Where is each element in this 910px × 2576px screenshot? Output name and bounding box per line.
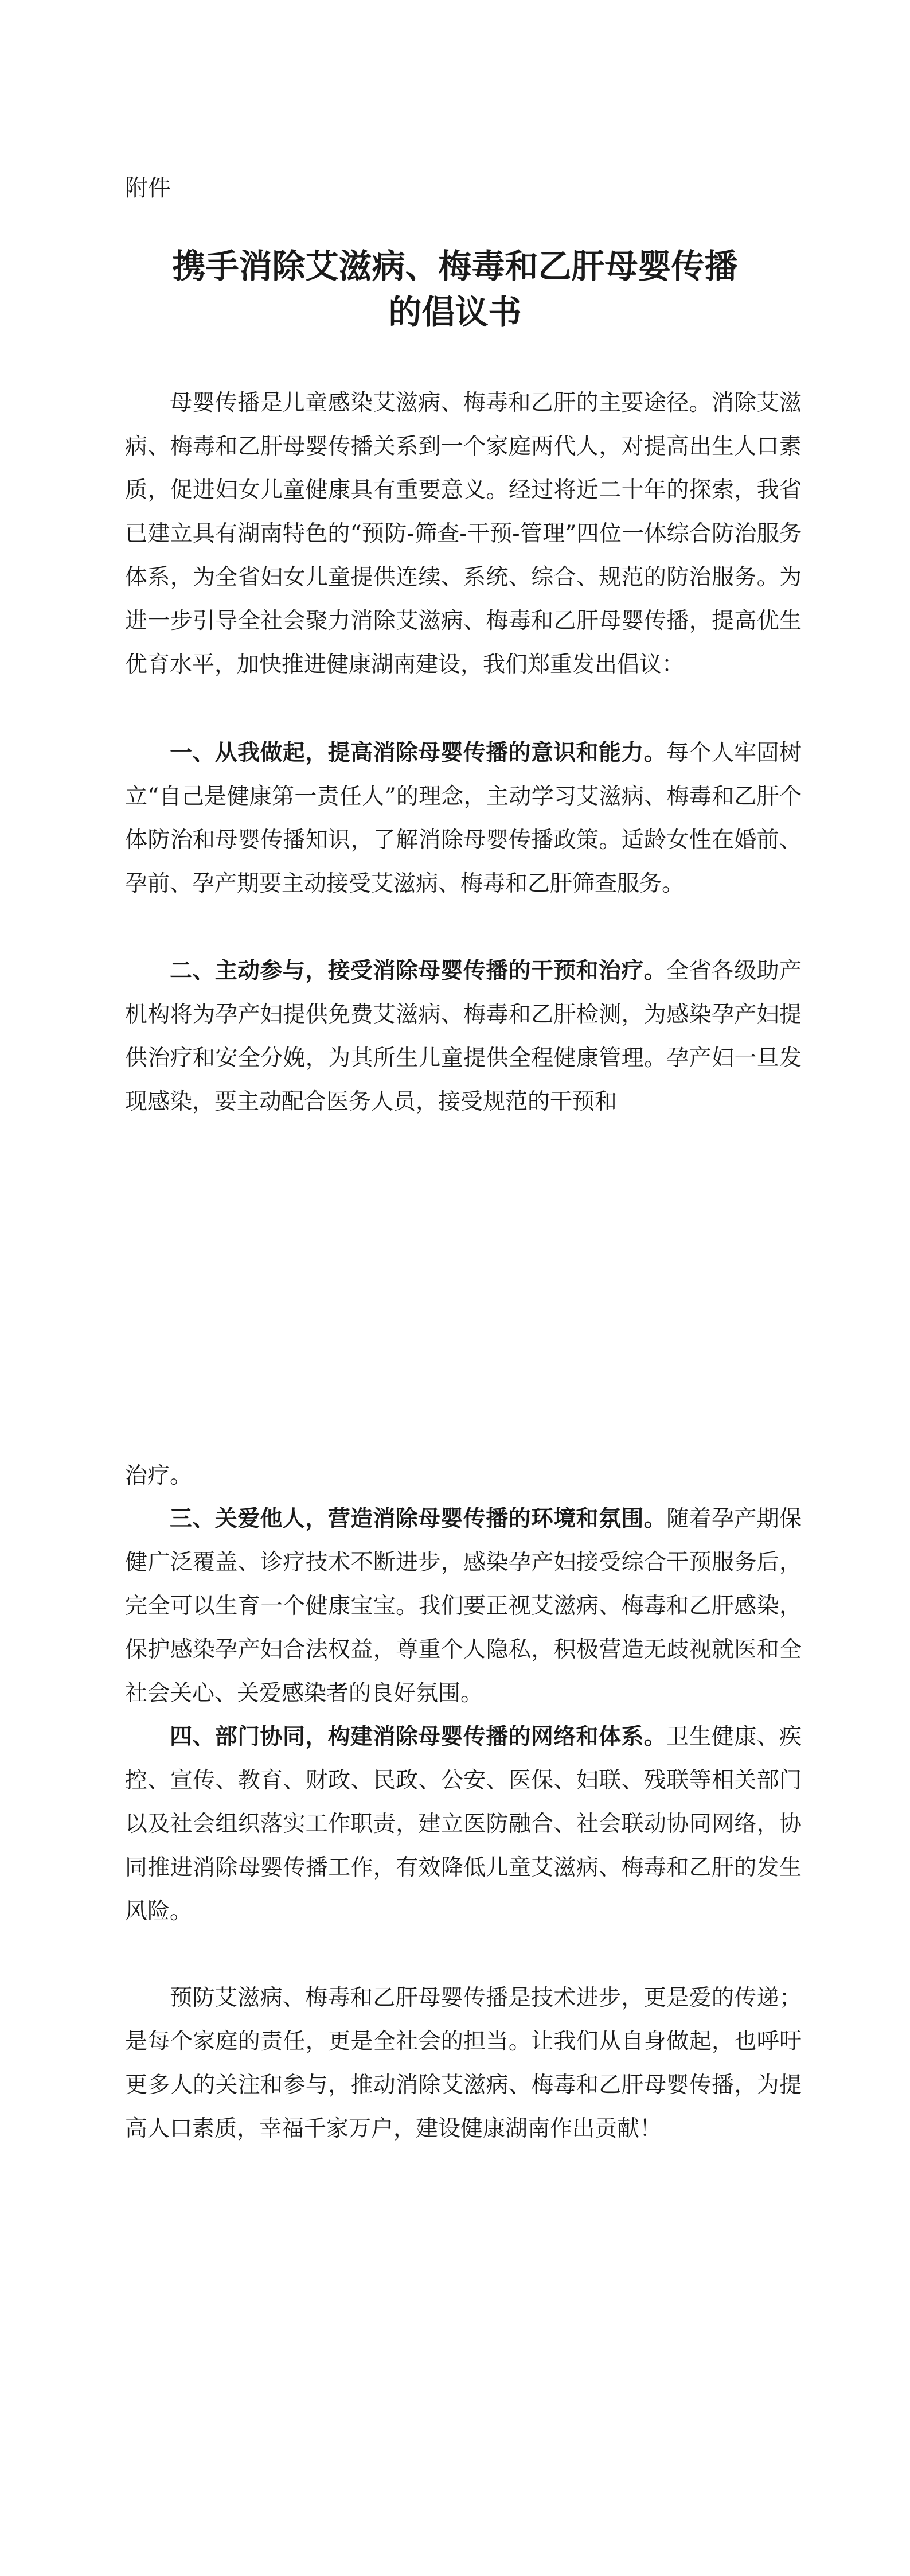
proposal-item-1-body: 每个人牢固树立“自己是健康第一责任人”的理念，主动学习艾滋病、梅毒和乙肝个体防治和母婴传播知识，了解消除母婴传播政策。适龄女性在婚前、孕前、孕产期要主动接受艾滋病、梅毒和乙肝筛查服务。 bbox=[125, 740, 802, 897]
proposal-item-3-heading: 三、关爱他人，营造消除母婴传播的环境和氛围。 bbox=[170, 1506, 667, 1532]
proposal-item-2-heading: 二、主动参与，接受消除母婴传播的干预和治疗。 bbox=[170, 958, 667, 984]
attachment-label: 附件 bbox=[125, 175, 171, 201]
proposal-item-4-heading: 四、部门协同，构建消除母婴传播的网络和体系。 bbox=[170, 1724, 667, 1750]
proposal-item-3 bbox=[125, 1497, 802, 1715]
proposal-item-1 bbox=[125, 731, 802, 906]
document-title-line-1: 携手消除艾滋病、梅毒和乙肝母婴传播 bbox=[172, 247, 738, 286]
proposal-item-3-body: 随着孕产期保健广泛覆盖、诊疗技术不断进步，感染孕产妇接受综合干预服务后，完全可以生育一个健康宝宝。我们要正视艾滋病、梅毒和乙肝感染，保护感染孕产妇合法权益，尊重个人隐私，积极营造无歧视就医和全社会关心、关爱感染者的良好氛围。 bbox=[125, 1506, 802, 1706]
document-title-line-2: 的倡议书 bbox=[388, 293, 522, 332]
proposal-item-2-body: 全省各级助产机构将为孕产妇提供免费艾滋病、梅毒和乙肝检测，为感染孕产妇提供治疗和安全分娩，为其所生儿童提供全程健康管理。孕产妇一旦发现感染，要主动配合医务人员，接受规范的干预和 bbox=[125, 958, 802, 1115]
proposal-item-4 bbox=[125, 1715, 802, 1933]
proposal-item-1-heading: 一、从我做起，提高消除母婴传播的意识和能力。 bbox=[170, 740, 667, 766]
proposal-item-4-body: 卫生健康、疾控、宣传、教育、财政、民政、公安、医保、妇联、残联等相关部门以及社会组织落实工作职责，建立医防融合、社会联动协同网络，协同推进消除母婴传播工作，有效降低儿童艾滋病、梅毒和乙肝的发生风险。 bbox=[125, 1724, 802, 1924]
proposal-item-2-continued: 治疗。 bbox=[125, 1463, 193, 1489]
closing-paragraph: 预防艾滋病、梅毒和乙肝母婴传播是技术进步，更是爱的传递；是每个家庭的责任，更是全社会的担当。让我们从自身做起，也呼吁更多人的关注和参与，推动消除艾滋病、梅毒和乙肝母婴传播，为提高人口素质，幸福千家万户，建设健康湖南作出贡献！ bbox=[125, 1985, 802, 2142]
proposal-item-2 bbox=[125, 950, 802, 1124]
intro-paragraph: 母婴传播是儿童感染艾滋病、梅毒和乙肝的主要途径。消除艾滋病、梅毒和乙肝母婴传播关系到一个家庭两代人，对提高出生人口素质，促进妇女儿童健康具有重要意义。经过将近二十年的探索，我省已建立具有湖南特色的“预防-筛查-干预-管理”四位一体综合防治服务体系，为全省妇女儿童提供连续、系统、综合、规范的防治服务。为进一步引导全社会聚力消除艾滋病、梅毒和乙肝母婴传播，提高优生优育水平，加快推进健康湖南建设，我们郑重发出倡议： bbox=[125, 390, 802, 678]
